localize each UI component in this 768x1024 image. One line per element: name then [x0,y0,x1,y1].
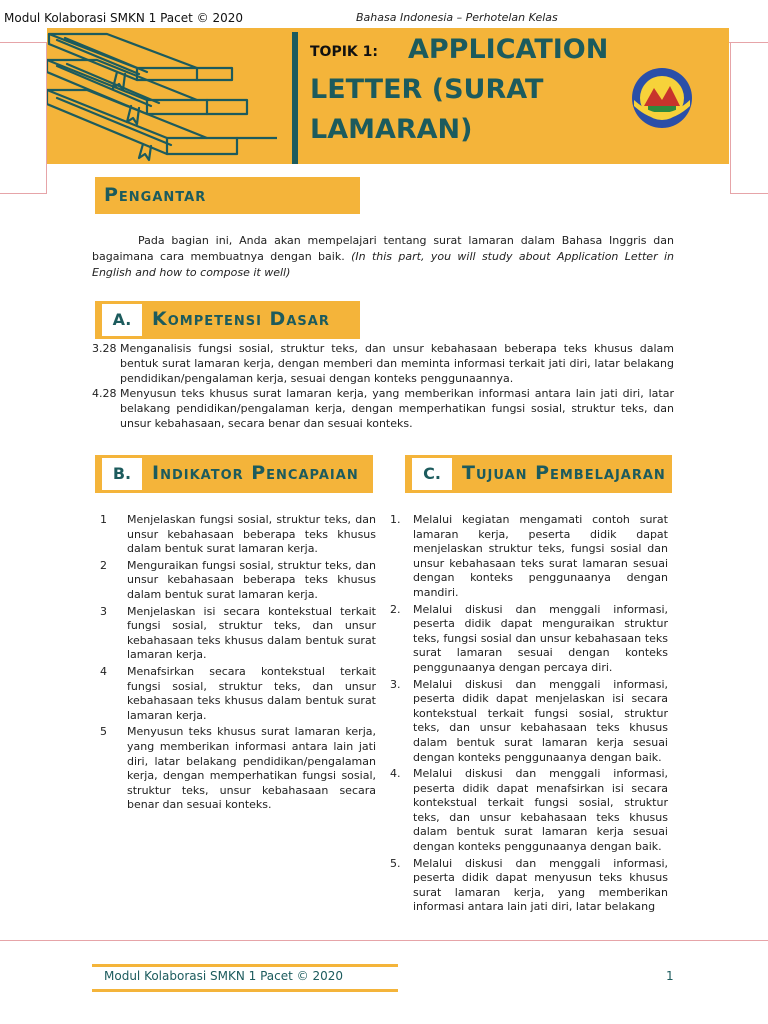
tujuan-item-text: Melalui diskusi dan menggali informasi, peserta didik dapat menguraikan struktur teks, fungsi sosial dan unsur kebahasaan teks surat lamaran sesuai dengan konteks penggunaanya dengan percaya diri. [413,602,668,674]
footer-text: Modul Kolaborasi SMKN 1 Pacet © 2020 [104,969,343,983]
indikator-item [100,605,376,663]
indikator-item-text: Menjelaskan isi secara kontekstual terkait fungsi sosial, struktur teks, dan unsur kebahasaan teks khusus dalam bentuk surat lamaran kerja. [127,604,376,662]
tujuan-item-number: 1. [390,513,401,526]
indikator-item [100,665,376,723]
tujuan-item-text: Melalui kegiatan mengamati contoh surat lamaran kerja, peserta didik dapat menjelaskan struktur teks, fungsi sosial dan unsur kebahasaan teks surat lamaran sesuai dengan konteks penggunaanya dengan mandiri. [413,513,668,599]
title-line-3: LAMARAN) [310,114,473,145]
tujuan-item-number: 4. [390,767,401,781]
tujuan-item [390,678,668,766]
indikator-item-number: 4 [100,664,107,678]
indikator-item-text: Menjelaskan fungsi sosial, struktur teks, dan unsur kebahasaan beberapa teks khusus dalam bentuk surat lamaran kerja. [127,513,376,556]
kompetensi-item [92,341,674,386]
pengantar-text-english: (In this part, you will study about Application Letter in English and how to compose it well) [92,250,674,279]
footer-rule-top [92,964,398,967]
indikator-item-number: 5 [100,725,107,739]
banner-divider [292,32,298,164]
pengantar-heading: Pengantar [104,184,207,206]
kompetensi-letter: A. [102,304,142,336]
kompetensi-item-text: Menganalisis fungsi sosial, struktur teks, dan unsur kebahasaan beberapa teks khusus dalam bentuk surat lamaran kerja, dengan memberi dan meminta informasi terkait jati diri, latar belakang pendidikan/pengalaman kerja, sesuai dengan konteks penggunaannya. [120,342,674,385]
tujuan-item-text: Melalui diskusi dan menggali informasi, peserta didik dapat menjelaskan isi secara kontekstual terkait fungsi sosial, struktur teks, dan unsur kebahasaan teks khusus dalam bentuk surat lamaran kerja sesuai dengan konteks penggunaanya dengan baik. [413,677,668,764]
tujuan-item-text: Melalui diskusi dan menggali informasi, peserta didik dapat menafsirkan isi secara kontekstual terkait fungsi sosial, struktur teks, dan unsur kebahasaan teks khusus dalam bentuk surat lamaran kerja sesuai dengan konteks penggunaanya dengan baik. [413,767,668,854]
kompetensi-item-number: 4.28 [92,387,117,400]
footer-rule-bottom [92,989,398,992]
page-number: 1 [666,969,674,983]
kompetensi-item-text: Menyusun teks khusus surat lamaran kerja, yang memberikan informasi antara lain jati diri, latar belakang pendidikan/pengalaman kerja, dengan memperhatikan fungsi sosial, struktur teks, dan unsur kebahasaan, secara benar dan sesuai konteks. [120,387,674,430]
books-illustration [47,28,277,164]
tujuan-item-number: 3. [390,677,401,691]
indikator-item-number: 3 [100,604,107,618]
title-line-1: APPLICATION [408,34,609,65]
page-title [310,30,630,150]
kompetensi-heading: Kompetensi Dasar [152,308,330,328]
indikator-item-text: Menyusun teks khusus surat lamaran kerja, yang memberikan informasi antara lain jati diri, latar belakang pendidikan/pengalaman kerja, dengan memperhatikan fungsi sosial, struktur teks, unsur kebahasaan secara benar dan sesuai konteks. [127,725,376,812]
margin-guide-vertical-right [730,42,731,194]
tujuan-item [390,857,668,915]
school-logo [630,66,694,130]
kompetensi-list [92,341,674,431]
tujuan-list [390,513,668,943]
indikator-item-text: Menguraikan fungsi sosial, struktur teks, dan unsur kebahasaan beberapa teks khusus dalam bentuk surat lamaran kerja. [127,558,376,601]
kompetensi-item [92,386,674,431]
indikator-heading: Indikator Pencapaian [152,462,359,482]
tujuan-item [390,513,668,601]
indikator-item-number: 1 [100,513,107,526]
pengantar-text: Pada bagian ini, Anda akan mempelajari tentang surat lamaran dalam Bahasa Inggris dan bagaimana cara membuatnya dengan baik. [92,234,674,263]
tujuan-heading: Tujuan Pembelajaran [462,462,666,482]
running-header-left: Modul Kolaborasi SMKN 1 Pacet © 2020 [4,11,243,25]
indikator-letter: B. [102,458,142,490]
tujuan-letter: C. [412,458,452,490]
topic-label: TOPIK 1: [310,44,378,60]
kompetensi-item-number: 3.28 [92,342,117,355]
school-logo-icon [630,66,694,130]
indikator-item [100,725,376,813]
running-header-right: Bahasa Indonesia – Perhotelan Kelas [356,11,558,24]
tujuan-item-number: 5. [390,856,401,870]
margin-guide-left-1 [0,193,46,194]
indikator-list [100,513,376,815]
tujuan-item-number: 2. [390,602,401,616]
margin-guide-right-1 [730,193,768,194]
indikator-item-text: Menafsirkan secara kontekstual terkait fungsi sosial, struktur teks, dan unsur kebahasaan teks khusus dalam bentuk surat lamaran kerja. [127,664,376,722]
indikator-item-number: 2 [100,558,107,572]
title-line-2: LETTER (SURAT [310,74,544,105]
indikator-item [100,559,376,603]
pengantar-paragraph [92,233,674,281]
indikator-item [100,513,376,557]
tujuan-item [390,603,668,676]
tujuan-item-text: Melalui diskusi dan menggali informasi, peserta didik dapat menyusun teks khusus surat lamaran kerja, yang memberikan informasi antara lain jati diri, latar belakang [413,856,668,914]
tujuan-item [390,767,668,855]
